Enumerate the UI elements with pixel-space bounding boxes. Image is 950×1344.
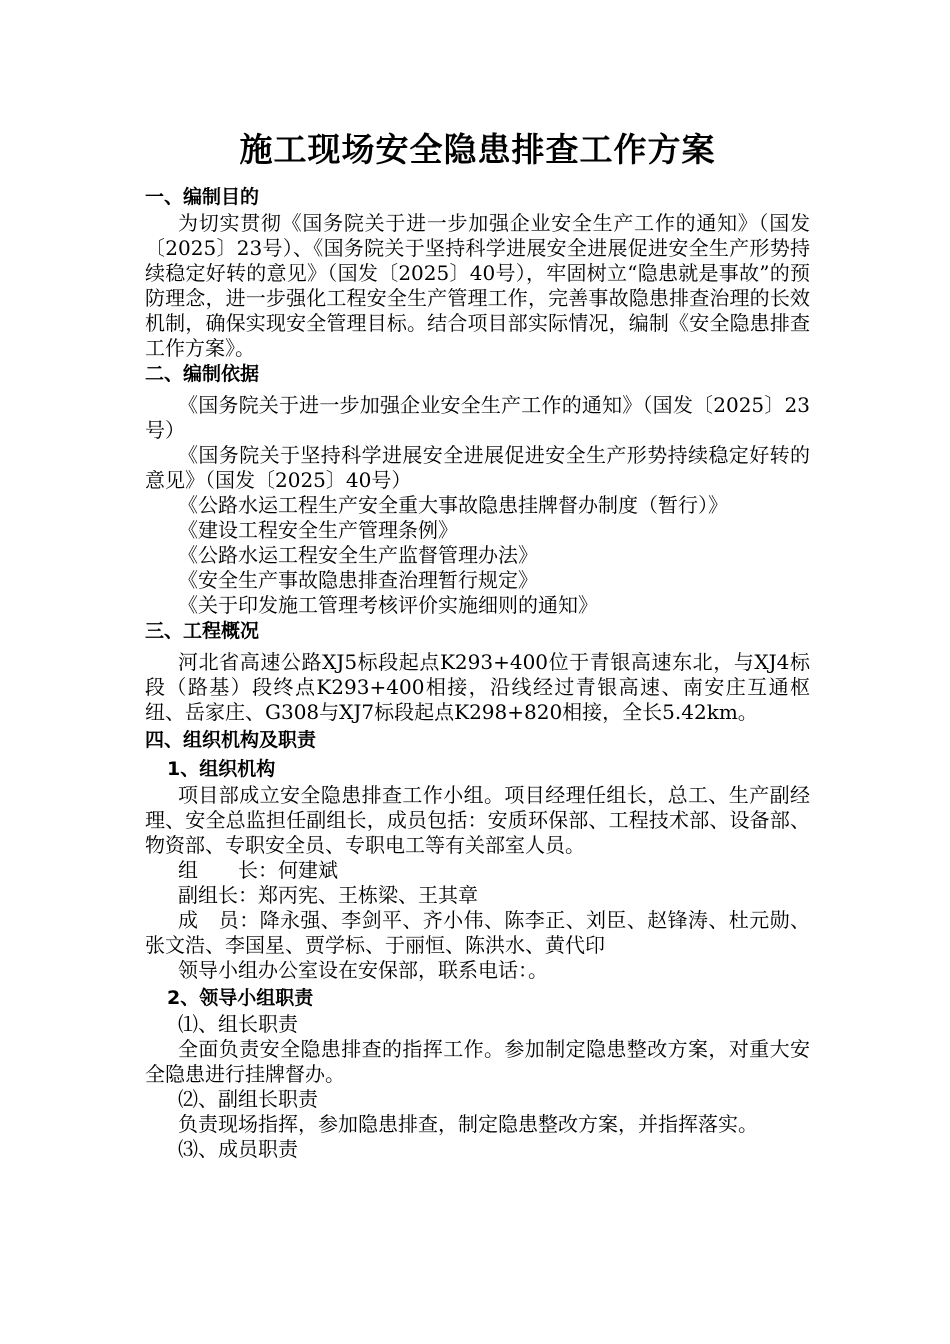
basis-item: 《公路水运工程生产安全重大事故隐患挂牌督办制度（暂行）》 (178, 493, 728, 517)
duty-title-deputy: ⑵、副组长职责 (178, 1087, 318, 1111)
basis-item: 《关于印发施工管理考核评价实施细则的通知》 (178, 593, 598, 617)
subsection-heading-duties: 2、领导小组职责 (167, 987, 314, 1009)
subsection-heading-structure: 1、组织机构 (167, 758, 276, 780)
basis-item: 《安全生产事故隐患排查治理暂行规定》 (178, 568, 538, 592)
duty-title-leader: ⑴、组长职责 (178, 1012, 298, 1036)
duty-text-leader: 全面负责安全隐患排查的指挥工作。参加制定隐患整改方案，对重大安全隐患进行挂牌督办。 (145, 1037, 810, 1086)
basis-item: 《建设工程安全生产管理条例》 (178, 518, 458, 542)
document-title: 施工现场安全隐患排查工作方案 (239, 130, 716, 169)
group-leader: 组 长：何建斌 (178, 858, 338, 882)
group-members: 成 员：降永强、李剑平、齐小伟、陈李正、刘臣、赵锋涛、杜元勋、张文浩、李国星、贾学标、于丽恒、陈洪水、黄代印 (145, 908, 810, 957)
section-heading-overview: 三、工程概况 (145, 620, 260, 642)
section-heading-purpose: 一、编制目的 (145, 186, 260, 208)
basis-item: 《国务院关于坚持科学进展安全进展促进安全生产形势持续稳定好转的意见》（国发〔2025〕40号） (145, 443, 810, 492)
structure-paragraph: 项目部成立安全隐患排查工作小组。项目经理任组长，总工、生产副经理、安全总监担任副组长，成员包括：安质环保部、工程技术部、设备部、物资部、专职安全员、专职电工等有关部室人员。 (145, 783, 810, 857)
section-heading-basis: 二、编制依据 (145, 363, 260, 385)
basis-item: 《国务院关于进一步加强企业安全生产工作的通知》（国发〔2025〕23号） (145, 393, 810, 442)
purpose-paragraph: 为切实贯彻《国务院关于进一步加强企业安全生产工作的通知》（国发〔2025〕23号）、《国务院关于坚持科学进展安全进展促进安全生产形势持续稳定好转的意见》（国发〔2025〕40号），牢固树立“隐患就是事故”的预防理念，进一步强化工程安全生产管理工作，完善事故隐患排查治理的长效机制，确保实现安全管理目标。结合项目部实际情况，编制《安全隐患排查工作方案》。 (145, 211, 810, 360)
section-heading-organization: 四、组织机构及职责 (145, 729, 317, 751)
basis-item: 《公路水运工程安全生产监督管理办法》 (178, 543, 538, 567)
duty-text-deputy: 负责现场指挥，参加隐患排查，制定隐患整改方案，并指挥落实。 (178, 1112, 758, 1136)
overview-paragraph: 河北省高速公路XJ5标段起点K293+400位于青银高速东北，与XJ4标段（路基）段终点K293+400相接，沿线经过青银高速、南安庄互通枢纽、岳家庄、G308与XJ7标段起点K298+820相接，全长5.42km。 (145, 650, 810, 724)
duty-title-members: ⑶、成员职责 (178, 1137, 298, 1161)
deputy-leaders: 副组长：郑丙宪、王栋梁、王其章 (178, 883, 478, 907)
office-contact: 领导小组办公室设在安保部，联系电话：。 (178, 958, 548, 982)
